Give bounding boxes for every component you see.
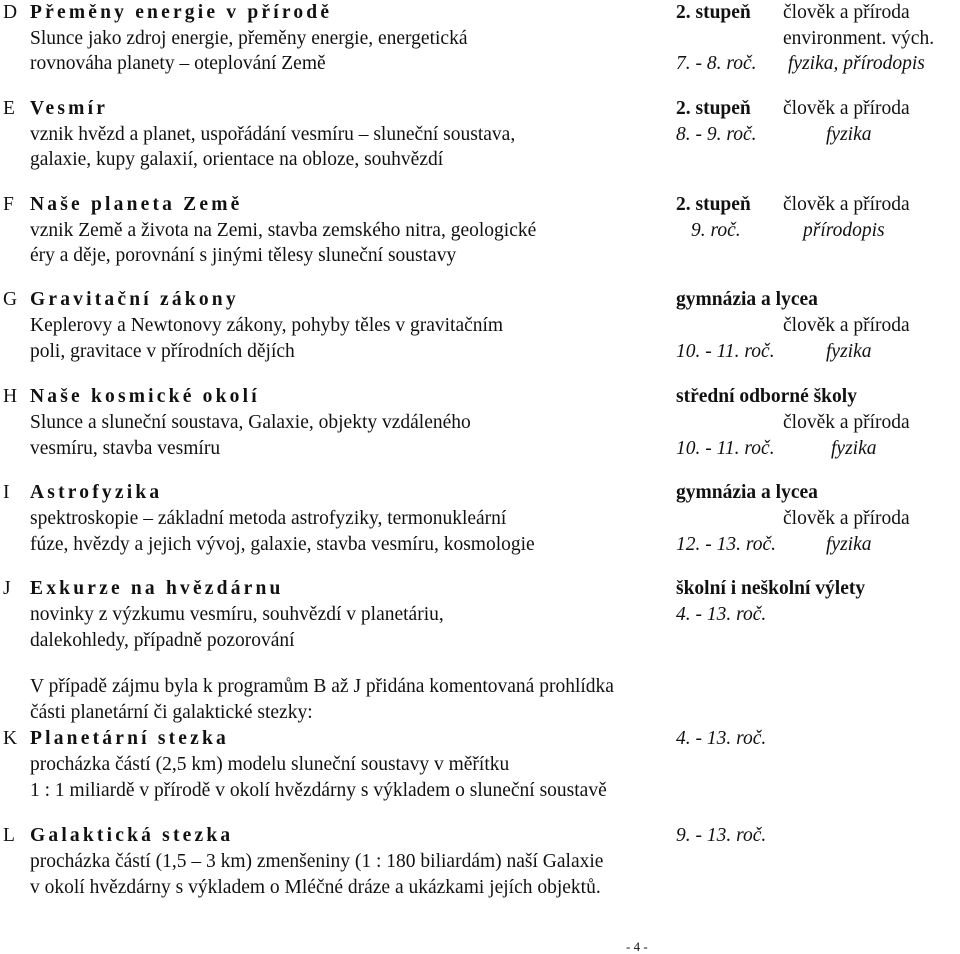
- section-title: Naše kosmické okolí: [30, 386, 260, 407]
- section-title: Exkurze na hvězdárnu: [30, 578, 284, 599]
- school-level: školní i neškolní výlety: [676, 578, 866, 599]
- section-title: Vesmír: [30, 98, 109, 119]
- section-letter: L: [3, 825, 15, 846]
- subject-area: člověk a příroda: [783, 315, 910, 336]
- subject-area-extra: environment. vých.: [783, 28, 935, 49]
- section-line: novinky z výzkumu vesmíru, souhvězdí v planetáriu,: [30, 604, 444, 625]
- subject-area: člověk a příroda: [783, 98, 910, 119]
- grade-range: 4. - 13. roč.: [676, 604, 767, 625]
- section-line: vesmíru, stavba vesmíru: [30, 438, 221, 459]
- section-line: poli, gravitace v přírodních dějích: [30, 341, 295, 362]
- section-line: rovnováha planety – oteplování Země: [30, 53, 326, 74]
- school-level: 2. stupeň: [676, 98, 751, 119]
- section-letter: H: [3, 386, 18, 407]
- section-line: 1 : 1 miliardě v přírodě v okolí hvězdárny s výkladem o sluneční soustavě: [30, 780, 607, 801]
- grade-range: 10. - 11. roč.: [676, 341, 775, 362]
- subject: fyzika: [826, 341, 872, 362]
- section-line: Keplerovy a Newtonovy zákony, pohyby těles v gravitačním: [30, 315, 504, 336]
- section-title: Naše planeta Země: [30, 194, 243, 215]
- section-line: v okolí hvězdárny s výkladem o Mléčné dráze a ukázkami jejích objektů.: [30, 877, 601, 898]
- page-number: - 4 -: [626, 939, 648, 954]
- section-line: dalekohledy, případně pozorování: [30, 630, 295, 651]
- school-level: gymnázia a lycea: [676, 482, 818, 503]
- school-level: gymnázia a lycea: [676, 289, 818, 310]
- subject-area: člověk a příroda: [783, 412, 910, 433]
- section-letter: D: [3, 2, 18, 23]
- section-letter: E: [3, 98, 15, 119]
- section-line: Slunce jako zdroj energie, přeměny energie, energetická: [30, 28, 468, 49]
- school-level: 2. stupeň: [676, 194, 751, 215]
- subject-area: člověk a příroda: [783, 2, 910, 23]
- section-line: fúze, hvězdy a jejich vývoj, galaxie, stavba vesmíru, kosmologie: [30, 534, 535, 555]
- grade-range: 4. - 13. roč.: [676, 728, 767, 749]
- subject: fyzika: [826, 534, 872, 555]
- subject: fyzika: [831, 438, 877, 459]
- section-line: vznik Země a života na Zemi, stavba zemského nitra, geologické: [30, 220, 537, 241]
- grade-range: 9. - 13. roč.: [676, 825, 767, 846]
- grade-range: 8. - 9. roč.: [676, 124, 757, 145]
- section-title: Planetární stezka: [30, 728, 230, 749]
- school-level: 2. stupeň: [676, 2, 751, 23]
- subject-area: člověk a příroda: [783, 194, 910, 215]
- section-line: procházka částí (2,5 km) modelu sluneční soustavy v měřítku: [30, 754, 510, 775]
- section-letter: G: [3, 289, 18, 310]
- note-line: části planetární či galaktické stezky:: [30, 702, 313, 723]
- section-line: éry a děje, porovnání s jinými tělesy sluneční soustavy: [30, 245, 457, 266]
- grade-range: 12. - 13. roč.: [676, 534, 777, 555]
- subject: fyzika, přírodopis: [788, 53, 925, 74]
- grade-range: 7. - 8. roč.: [676, 53, 757, 74]
- section-letter: F: [3, 194, 14, 215]
- section-line: vznik hvězd a planet, uspořádání vesmíru – sluneční soustava,: [30, 124, 516, 145]
- section-line: procházka částí (1,5 – 3 km) zmenšeniny (1 : 180 biliardám) naší Galaxie: [30, 851, 604, 872]
- section-line: Slunce a sluneční soustava, Galaxie, objekty vzdáleného: [30, 412, 471, 433]
- section-line: spektroskopie – základní metoda astrofyziky, termonukleární: [30, 508, 507, 529]
- subject: přírodopis: [803, 220, 885, 241]
- section-letter: K: [3, 728, 18, 749]
- section-title: Přeměny energie v přírodě: [30, 2, 333, 23]
- subject: fyzika: [826, 124, 872, 145]
- section-letter: J: [3, 578, 11, 599]
- grade-range: 10. - 11. roč.: [676, 438, 775, 459]
- grade-range: 9. roč.: [691, 220, 741, 241]
- section-line: galaxie, kupy galaxií, orientace na obloze, souhvězdí: [30, 149, 444, 170]
- subject-area: člověk a příroda: [783, 508, 910, 529]
- section-title: Galaktická stezka: [30, 825, 234, 846]
- section-letter: I: [3, 482, 10, 503]
- section-title: Astrofyzika: [30, 482, 163, 503]
- section-title: Gravitační zákony: [30, 289, 239, 310]
- note-line: V případě zájmu byla k programům B až J přidána komentovaná prohlídka: [30, 676, 614, 697]
- school-level: střední odborné školy: [676, 386, 857, 407]
